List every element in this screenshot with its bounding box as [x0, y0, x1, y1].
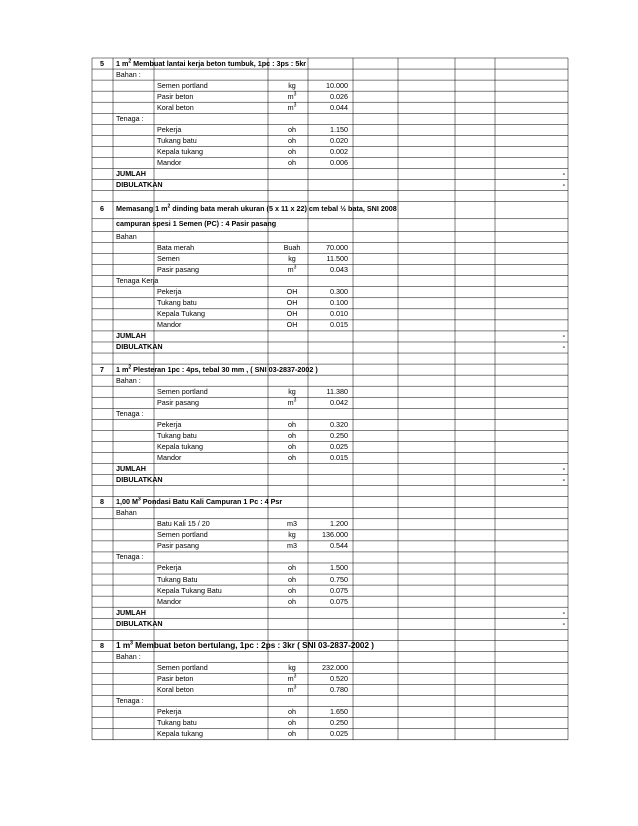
total-label-text: JUMLAH: [116, 607, 146, 617]
item-title-rest: dinding bata merah ukuran (5 x 11 x 22) cm tebal ½ bata, SNI 2008: [170, 204, 397, 214]
total-value-text: -: [562, 169, 565, 178]
total-value-text: -: [562, 331, 565, 341]
material-name-text: Tukang Batu: [157, 574, 198, 584]
coefficient-text: 11.500: [326, 254, 348, 264]
item-title-sup: 2: [128, 58, 132, 65]
coefficient: [308, 92, 348, 102]
item-title-text: 1 m: [116, 58, 129, 68]
material-name-text: Pekerja: [157, 287, 182, 297]
material-name-text: Koral beton: [157, 685, 194, 695]
material-name-text: Kepala Tukang Batu: [157, 585, 222, 595]
item-number: [92, 204, 112, 214]
material-name: [157, 519, 210, 529]
material-name: [157, 298, 197, 308]
unit-text: oh: [288, 146, 296, 156]
material-name-text: Pasir beton: [157, 673, 194, 683]
coefficient: [308, 685, 348, 695]
material-name: [157, 92, 193, 102]
unit-text: kg: [288, 530, 296, 540]
material-name-text: Semen portland: [157, 386, 208, 396]
material-name-text: Batu Kali 15 / 20: [157, 519, 210, 529]
coefficient-text: 1.150: [330, 124, 348, 134]
coefficient-text: 0.250: [330, 718, 348, 728]
item-number: [92, 497, 112, 507]
total-label: [116, 475, 163, 485]
coefficient: [308, 597, 348, 607]
coefficient: [308, 298, 348, 308]
total-label: [116, 619, 163, 629]
coefficient: [308, 125, 348, 135]
item-title-text: 1 m: [116, 364, 129, 374]
unit-text: m: [287, 265, 294, 275]
coefficient-text: 10.000: [326, 80, 348, 90]
coefficient-text: 0.015: [330, 320, 348, 330]
material-name-text: Pekerja: [157, 124, 182, 134]
coefficient: [308, 158, 348, 168]
total-value-text: -: [562, 464, 565, 474]
group-label-text: Bahan :: [116, 651, 141, 661]
material-name: [157, 431, 197, 441]
total-value: [495, 342, 565, 352]
group-label: [116, 552, 144, 562]
material-name: [157, 674, 193, 684]
coefficient-text: 0.010: [330, 309, 348, 319]
coefficient: [308, 707, 348, 717]
unit-sup: 3: [293, 102, 297, 109]
total-value-text: -: [562, 618, 565, 628]
item-title-line2-text: campuran spesi 1 Semen (PC) : 4 Pasir pasang: [116, 219, 277, 229]
coefficient: [308, 320, 348, 330]
coefficient-text: 0.025: [330, 441, 348, 451]
material-name: [157, 718, 197, 728]
material-name-text: Pekerja: [157, 419, 182, 429]
coefficient-text: 1.200: [330, 519, 348, 529]
material-name-text: Mandor: [157, 320, 182, 330]
material-name-text: Pasir pasang: [157, 541, 199, 551]
material-name: [157, 309, 205, 319]
coefficient: [308, 575, 348, 585]
material-name: [157, 81, 208, 91]
item-number-text: 5: [100, 58, 104, 68]
group-label-text: Tenaga :: [116, 113, 144, 123]
item-title: [116, 204, 397, 214]
material-name: [157, 420, 181, 430]
total-value-text: -: [562, 475, 565, 485]
material-name: [157, 442, 203, 452]
unit-sup: 3: [293, 684, 297, 691]
material-name-text: Koral beton: [157, 102, 194, 112]
unit-text: oh: [288, 574, 296, 584]
item-number: [92, 59, 112, 69]
material-name: [157, 707, 181, 717]
coefficient: [308, 265, 348, 275]
item-title-rest: Plesteran 1pc : 4ps, tebal 30 mm , ( SNI 03-2837-2002 ): [131, 364, 318, 374]
item-title-rest: Membuat beton bertulang, 1pc : 2ps : 3kr ( SNI 03-2837-2002 ): [132, 640, 375, 650]
item-title-sup: 3: [130, 640, 133, 647]
unit-text: m: [287, 685, 294, 695]
unit-text: oh: [288, 563, 296, 573]
group-label-text: Bahan: [116, 508, 137, 518]
total-value-text: -: [562, 342, 565, 352]
total-value: [495, 619, 565, 629]
material-name: [157, 575, 198, 585]
material-name: [157, 103, 194, 113]
item-number: [92, 365, 112, 375]
group-label: [116, 696, 144, 706]
group-label: [116, 276, 158, 286]
group-label-text: Tenaga :: [116, 408, 144, 418]
material-name-text: Semen: [157, 254, 180, 264]
material-name-text: Mandor: [157, 452, 182, 462]
total-label: [116, 169, 146, 179]
unit-text: m3: [287, 519, 297, 529]
material-name-text: Mandor: [157, 157, 182, 167]
unit-text: oh: [288, 441, 296, 451]
unit-text: OH: [286, 298, 298, 308]
unit-text: oh: [288, 718, 296, 728]
material-name-text: Tukang batu: [157, 298, 197, 308]
coefficient: [308, 541, 348, 551]
item-number-text: 6: [100, 204, 104, 214]
coefficient-text: 0.015: [330, 452, 348, 462]
item-number-text: 7: [100, 364, 104, 374]
item-title: [116, 641, 374, 651]
material-name: [157, 243, 194, 253]
material-name: [157, 685, 194, 695]
unit-text: oh: [288, 124, 296, 134]
material-name-text: Pekerja: [157, 563, 182, 573]
material-name: [157, 530, 208, 540]
group-label: [116, 232, 137, 242]
coefficient-text: 0.006: [330, 157, 348, 167]
material-name-text: Bata merah: [157, 243, 195, 253]
coefficient-text: 11.380: [326, 386, 348, 396]
unit-text: oh: [288, 430, 296, 440]
unit-text: oh: [288, 707, 296, 717]
material-name: [157, 125, 181, 135]
group-label-text: Bahan :: [116, 69, 141, 79]
item-title-text: Memasang 1 m: [116, 204, 168, 214]
total-value: [495, 169, 565, 179]
item-number: [92, 641, 112, 651]
group-label: [116, 508, 137, 518]
coefficient-text: 0.025: [330, 729, 348, 739]
unit-text: kg: [288, 662, 296, 672]
material-name: [157, 586, 222, 596]
unit-text: oh: [288, 135, 296, 145]
coefficient-text: 0.002: [330, 146, 348, 156]
coefficient: [308, 420, 348, 430]
material-name-text: Kepala tukang: [157, 146, 203, 156]
coefficient-text: 0.520: [330, 673, 348, 683]
total-value: [495, 331, 565, 341]
total-value: [495, 180, 565, 190]
unit-text: kg: [288, 386, 296, 396]
coefficient-text: 0.780: [330, 685, 348, 695]
coefficient-text: 1.500: [330, 563, 348, 573]
coefficient-text: 0.250: [330, 430, 348, 440]
item-title-sup: 3: [137, 496, 141, 503]
total-value: [495, 608, 565, 618]
coefficient-text: 0.075: [330, 596, 348, 606]
coefficient: [308, 103, 348, 113]
material-name: [157, 398, 199, 408]
total-value-text: -: [562, 607, 565, 617]
material-name: [157, 663, 208, 673]
total-label-text: JUMLAH: [116, 169, 146, 178]
material-name-text: Pasir beton: [157, 91, 194, 101]
item-title-rest: Membuat lantai kerja beton tumbuk, 1pc : 3ps : 5kr: [131, 58, 307, 68]
coefficient: [308, 398, 348, 408]
unit-text: kg: [288, 80, 296, 90]
coefficient-text: 0.042: [330, 397, 348, 407]
coefficient-text: 0.020: [330, 135, 348, 145]
item-title-line2: [116, 219, 276, 229]
unit-sup: 3: [293, 91, 297, 98]
unit-text: m: [287, 673, 294, 683]
coefficient-text: 0.043: [330, 265, 348, 275]
material-name: [157, 136, 197, 146]
coefficient: [308, 718, 348, 728]
item-title: [116, 365, 318, 375]
coefficient: [308, 387, 348, 397]
coefficient: [308, 453, 348, 463]
unit-text: oh: [288, 452, 296, 462]
unit-text: kg: [288, 254, 296, 264]
item-number-text: 8: [100, 640, 104, 650]
total-label-text: DIBULATKAN: [116, 618, 163, 628]
total-value-text: -: [562, 180, 565, 190]
material-name: [157, 563, 181, 573]
item-title-text: 1,00 M: [116, 497, 138, 507]
total-label-text: DIBULATKAN: [116, 180, 163, 190]
group-label: [116, 114, 144, 124]
material-name-text: Semen portland: [157, 80, 208, 90]
material-name: [157, 320, 181, 330]
coefficient: [308, 530, 348, 540]
unit-text: oh: [288, 419, 296, 429]
unit-text: oh: [288, 729, 296, 739]
total-label-text: DIBULATKAN: [116, 342, 163, 352]
total-value: [495, 475, 565, 485]
coefficient: [308, 147, 348, 157]
unit-text: OH: [286, 309, 298, 319]
coefficient: [308, 563, 348, 573]
material-name-text: Tukang batu: [157, 718, 197, 728]
coefficient-text: 0.044: [330, 102, 348, 112]
coefficient: [308, 81, 348, 91]
material-name-text: Tukang batu: [157, 135, 197, 145]
group-label: [116, 409, 144, 419]
coefficient-text: 0.075: [330, 585, 348, 595]
group-label: [116, 70, 141, 80]
item-title-text: 1 m: [116, 640, 131, 650]
coefficient: [308, 586, 348, 596]
total-label: [116, 608, 146, 618]
material-name-text: Pasir pasang: [157, 265, 199, 275]
material-name-text: Kepala tukang: [157, 729, 203, 739]
unit-sup: 3: [293, 264, 297, 271]
coefficient: [308, 663, 348, 673]
material-name-text: Kepala Tukang: [157, 309, 205, 319]
unit-text: m: [287, 102, 294, 112]
coefficient-text: 70.000: [326, 243, 348, 253]
coefficient: [308, 674, 348, 684]
unit-text: OH: [286, 287, 298, 297]
coefficient: [308, 442, 348, 452]
unit-text: Buah: [283, 243, 301, 253]
unit-sup: 3: [293, 673, 297, 680]
item-title-rest: Pondasi Batu Kali Campuran 1 Pc : 4 Psr: [140, 497, 283, 507]
material-name-text: Kepala tukang: [157, 441, 203, 451]
total-label: [116, 464, 146, 474]
unit-text: m: [287, 91, 294, 101]
total-label: [116, 331, 146, 341]
total-label-text: DIBULATKAN: [116, 475, 163, 485]
unit-text: m3: [287, 541, 297, 551]
material-name: [157, 287, 181, 297]
coefficient: [308, 519, 348, 529]
material-name-text: Pekerja: [157, 707, 182, 717]
material-name: [157, 387, 208, 397]
coefficient-text: 0.750: [330, 574, 348, 584]
group-label: [116, 376, 141, 386]
material-name: [157, 729, 203, 739]
total-label: [116, 180, 163, 190]
group-label: [116, 652, 141, 662]
material-name-text: Semen portland: [157, 530, 208, 540]
group-label-text: Tenaga :: [116, 696, 144, 706]
unit-text: oh: [288, 596, 296, 606]
unit-text: OH: [286, 320, 298, 330]
material-name: [157, 541, 199, 551]
total-value: [495, 464, 565, 474]
material-name-text: Semen portland: [157, 662, 208, 672]
group-label-text: Tenaga :: [116, 552, 144, 562]
coefficient: [308, 254, 348, 264]
unit-sup: 3: [293, 397, 297, 404]
unit-text: oh: [288, 585, 296, 595]
coefficient-text: 0.300: [330, 287, 348, 297]
item-title: [116, 497, 282, 507]
total-label: [116, 342, 163, 352]
coefficient: [308, 243, 348, 253]
coefficient-text: 136.000: [322, 530, 348, 540]
material-name: [157, 254, 180, 264]
material-name: [157, 147, 203, 157]
group-label-text: Bahan: [116, 231, 137, 241]
material-name: [157, 265, 199, 275]
item-title-sup: 2: [128, 364, 132, 371]
coefficient: [308, 309, 348, 319]
coefficient-text: 1.650: [330, 707, 348, 717]
coefficient: [308, 729, 348, 739]
material-name-text: Tukang batu: [157, 430, 197, 440]
total-label-text: JUMLAH: [116, 464, 146, 474]
material-name: [157, 158, 181, 168]
coefficient-text: 0.100: [330, 298, 348, 308]
item-title-sup: 2: [167, 203, 171, 210]
coefficient-text: 0.544: [330, 541, 348, 551]
unit-text: m: [287, 397, 294, 407]
item-number-text: 8: [100, 497, 104, 507]
material-name-text: Pasir pasang: [157, 397, 199, 407]
material-name: [157, 453, 181, 463]
material-name-text: Mandor: [157, 596, 182, 606]
group-label-text: Bahan :: [116, 375, 141, 385]
item-title: [116, 59, 306, 69]
total-label-text: JUMLAH: [116, 331, 146, 341]
coefficient-text: 0.320: [330, 419, 348, 429]
group-label-text: Tenaga Kerja: [116, 276, 159, 286]
coefficient-text: 232.000: [322, 662, 348, 672]
coefficient: [308, 287, 348, 297]
coefficient-text: 0.026: [330, 91, 348, 101]
material-name: [157, 597, 181, 607]
coefficient: [308, 136, 348, 146]
unit-text: oh: [288, 157, 296, 167]
coefficient: [308, 431, 348, 441]
